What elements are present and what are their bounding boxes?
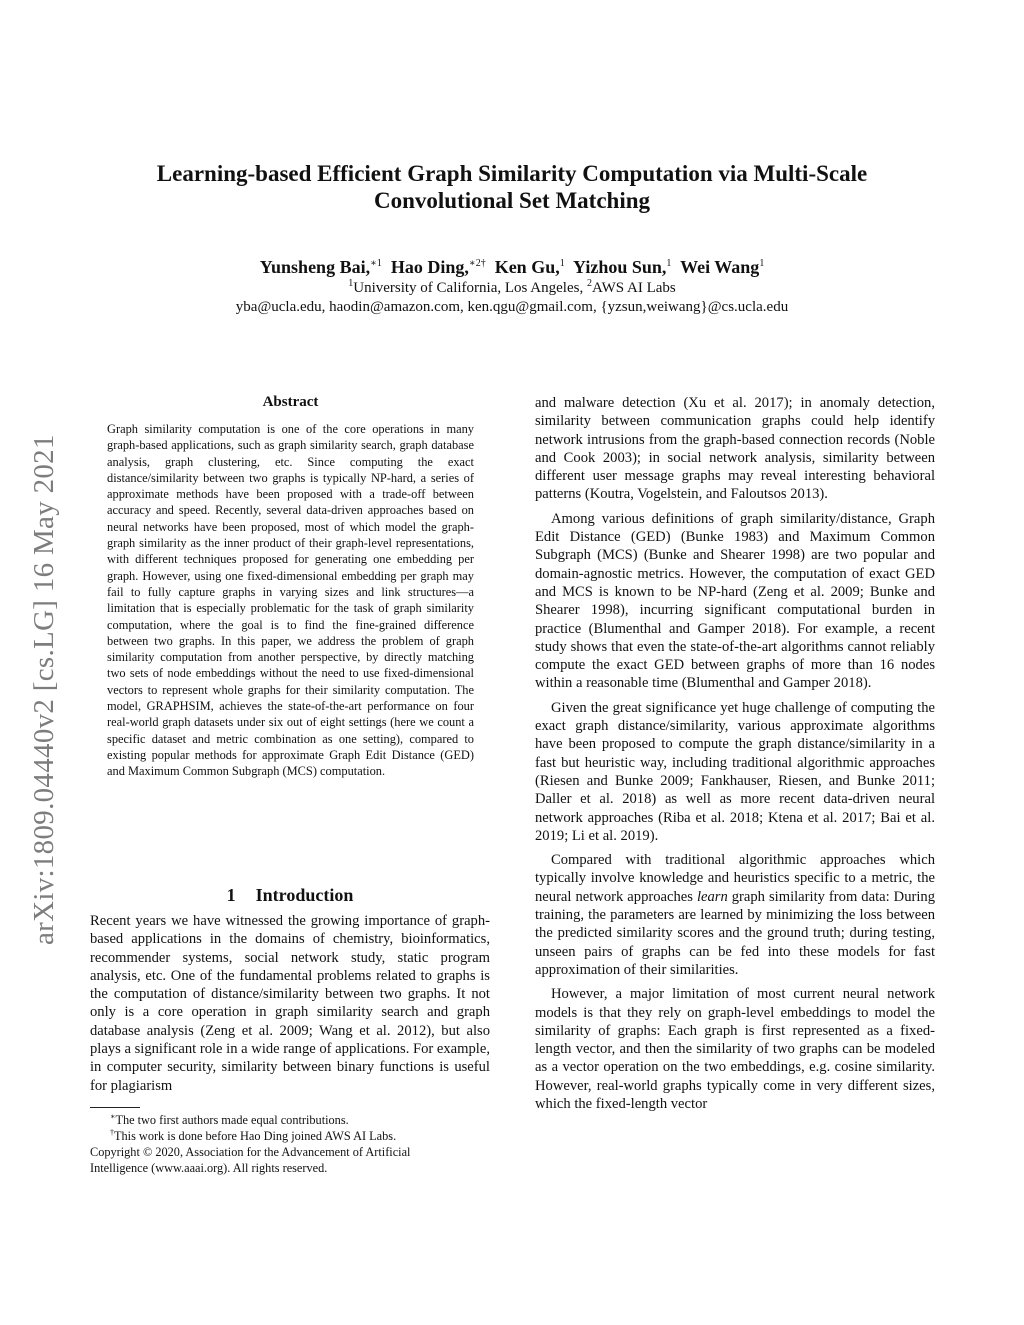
footnote-aws [90,1128,490,1144]
footnote-marker: ∗ [110,1111,116,1121]
author-block [90,255,934,317]
copyright-line-1: Copyright © 2020, Association for the Advancement of Artificial [90,1145,411,1159]
affiliations [90,279,934,298]
abstract-text: Graph similarity computation is one of the core operations in many graph-based applications, such as graph similarity search, graph database analysis, graph clustering, etc. Since computing the exact distance/similarity between two graphs is typically NP-hard, a series of approximate methods have been proposed with a trade-off between accuracy and speed. Recently, several data-driven approaches based on neural networks have been proposed, most of which model the graph-graph similarity as the inner product of their graph-level representations, with different techniques proposed for generating one embedding per graph. However, using one fixed-dimensional embedding per graph may fail to fully capture graphs in varying sizes and link structures—a limitation that is especially problematic for the task of graph similarity computation, where the goal is to find the fine-grained difference between two graphs. In this paper, we address the problem of graph similarity computation from another perspective, by directly matching two sets of node embeddings without the need to use fixed-dimensional vectors to represent whole graphs for their similarity computation. The model, GRAPHSIM, achieves the state-of-the-art performance on four real-world graph datasets under six out of eight settings (here we count a specific dataset and metric combination as one setting), compared to existing popular methods for approximate Graph Edit Distance (GED) and Maximum Common Subgraph (MCS) computation. [107,422,474,779]
author-name: Yizhou Sun, [573,257,667,277]
author-marker: 1 [559,258,565,269]
copyright-line-2: Intelligence (www.aaai.org). All rights reserved. [90,1161,328,1175]
affiliation-aws: AWS AI Labs [591,280,676,296]
author-name: Hao Ding, [390,257,469,277]
affiliation-marker: 1 [348,278,354,289]
author-emails: yba@ucla.edu, haodin@amazon.com, ken.qgu@gmail.com, {yzsun,weiwang}@cs.ucla.edu [235,299,789,315]
footnote-marker: † [110,1127,114,1137]
author-list [90,255,934,279]
author-marker: 1 [666,258,672,269]
abstract-heading: Abstract [262,394,319,410]
body-paragraph: and malware detection (Xu et al. 2017); in anomaly detection, similarity between communication graphs could help identify network intrusions from the graph-based connection records (Noble and Cook 2003); in social network analysis, similarity between different user message graphs may reveal interesting behavioral patterns (Koutra, Vogelstein, and Faloutsos 2013). [535,395,935,503]
title-line-2: Convolutional Set Matching [373,188,651,213]
paragraph-text: Compared with traditional algorithmic approaches which typically involve knowledge and heuristics specific to a metric, the neural network approaches [535,852,935,905]
arxiv-identifier: arXiv:1809.04440v2 [cs.LG] 16 May 2021 [28,434,60,945]
emphasis-learn: learn [696,888,728,905]
section-heading [90,885,490,906]
abstract-section [107,394,474,780]
title-line-1: Learning-based Efficient Graph Similarity Computation via Multi-Scale [156,161,868,186]
footnote-rule [90,1107,140,1108]
body-paragraph [535,851,935,979]
intro-paragraph: Recent years we have witnessed the growing importance of graph-based applications in the domains of chemistry, bioinformatics, recommender systems, social network study, static program analysis, etc. One of the fundamental problems related to graphs is the computation of distance/similarity between two graphs. It not only is a core operation in graph similarity search and graph database analysis (Zeng et al. 2009; Wang et al. 2012), but also plays a significant role in a wide range of applications. For example, in computer security, similarity between binary functions is useful for plagiarism [90,913,490,1094]
paper-title [90,160,934,214]
author-name: Wei Wang [680,257,760,277]
footnotes [90,1107,490,1176]
footnote-text: The two first authors made equal contributions. [115,1113,349,1127]
body-paragraph: However, a major limitation of most current neural network models is that they rely on graph-level embeddings to model the similarity of graphs: Each graph is first represented as a fixed-length vector, and then the similarity of two graphs can be modeled as a vector operation on the two embeddings, e.g. cosine similarity. However, real-world graphs typically come in very different sizes, which the fixed-length vector [535,986,935,1112]
footnote-text: This work is done before Hao Ding joined AWS AI Labs. [114,1129,397,1143]
footnote-equal-contribution [90,1112,490,1128]
paragraph-text: graph similarity from data: During training, the parameters are learned by minimizing the loss between the predicted similarity scores and the ground truth; during testing, unseen pairs of graphs can be fed into these models for fast approximation of their similarities. [535,888,935,978]
body-paragraph: Among various definitions of graph similarity/distance, Graph Edit Distance (GED) (Bunke 1983) and Maximum Common Subgraph (MCS) (Bunke and Shearer 1998) are two popular and domain-agnostic metrics. However, the computation of exact GED and MCS is known to be NP-hard (Zeng et al. 2009; Bunke and Shearer 1998), incurring significant computational burden in practice (Blumenthal and Gamper 2018). For example, a recent study shows that even the state-of-the-art algorithms cannot reliably compute the exact GED between graphs of more than 16 nodes within a reasonable time (Blumenthal and Gamper 2018). [535,510,935,692]
section-title: Introduction [255,885,354,905]
author-name: Yunsheng Bai, [259,257,371,277]
author-marker: ∗1 [370,258,382,269]
affiliation-marker: 2 [586,278,592,289]
author-marker: ∗2† [468,258,486,269]
author-name: Ken Gu, [494,257,560,277]
right-column [535,394,935,1119]
introduction-section [90,885,490,1095]
affiliation-ucla: University of California, Los Angeles, [353,280,587,296]
title-block [90,160,934,214]
author-marker: 1 [759,258,765,269]
body-paragraph: Given the great significance yet huge challenge of computing the exact graph distance/similarity, various approximate algorithms have been proposed to compute the graph distance/similarity in a fast but heuristic way, including traditional algorithmic approaches (Riesen and Bunke 2009; Fankhauser, Riesen, and Bunke 2011; Daller et al. 2018) as well as more recent data-driven neural network approaches (Riba et al. 2018; Ktena et al. 2017; Bai et al. 2019; Li et al. 2019). [535,699,935,844]
section-number: 1 [226,885,236,905]
